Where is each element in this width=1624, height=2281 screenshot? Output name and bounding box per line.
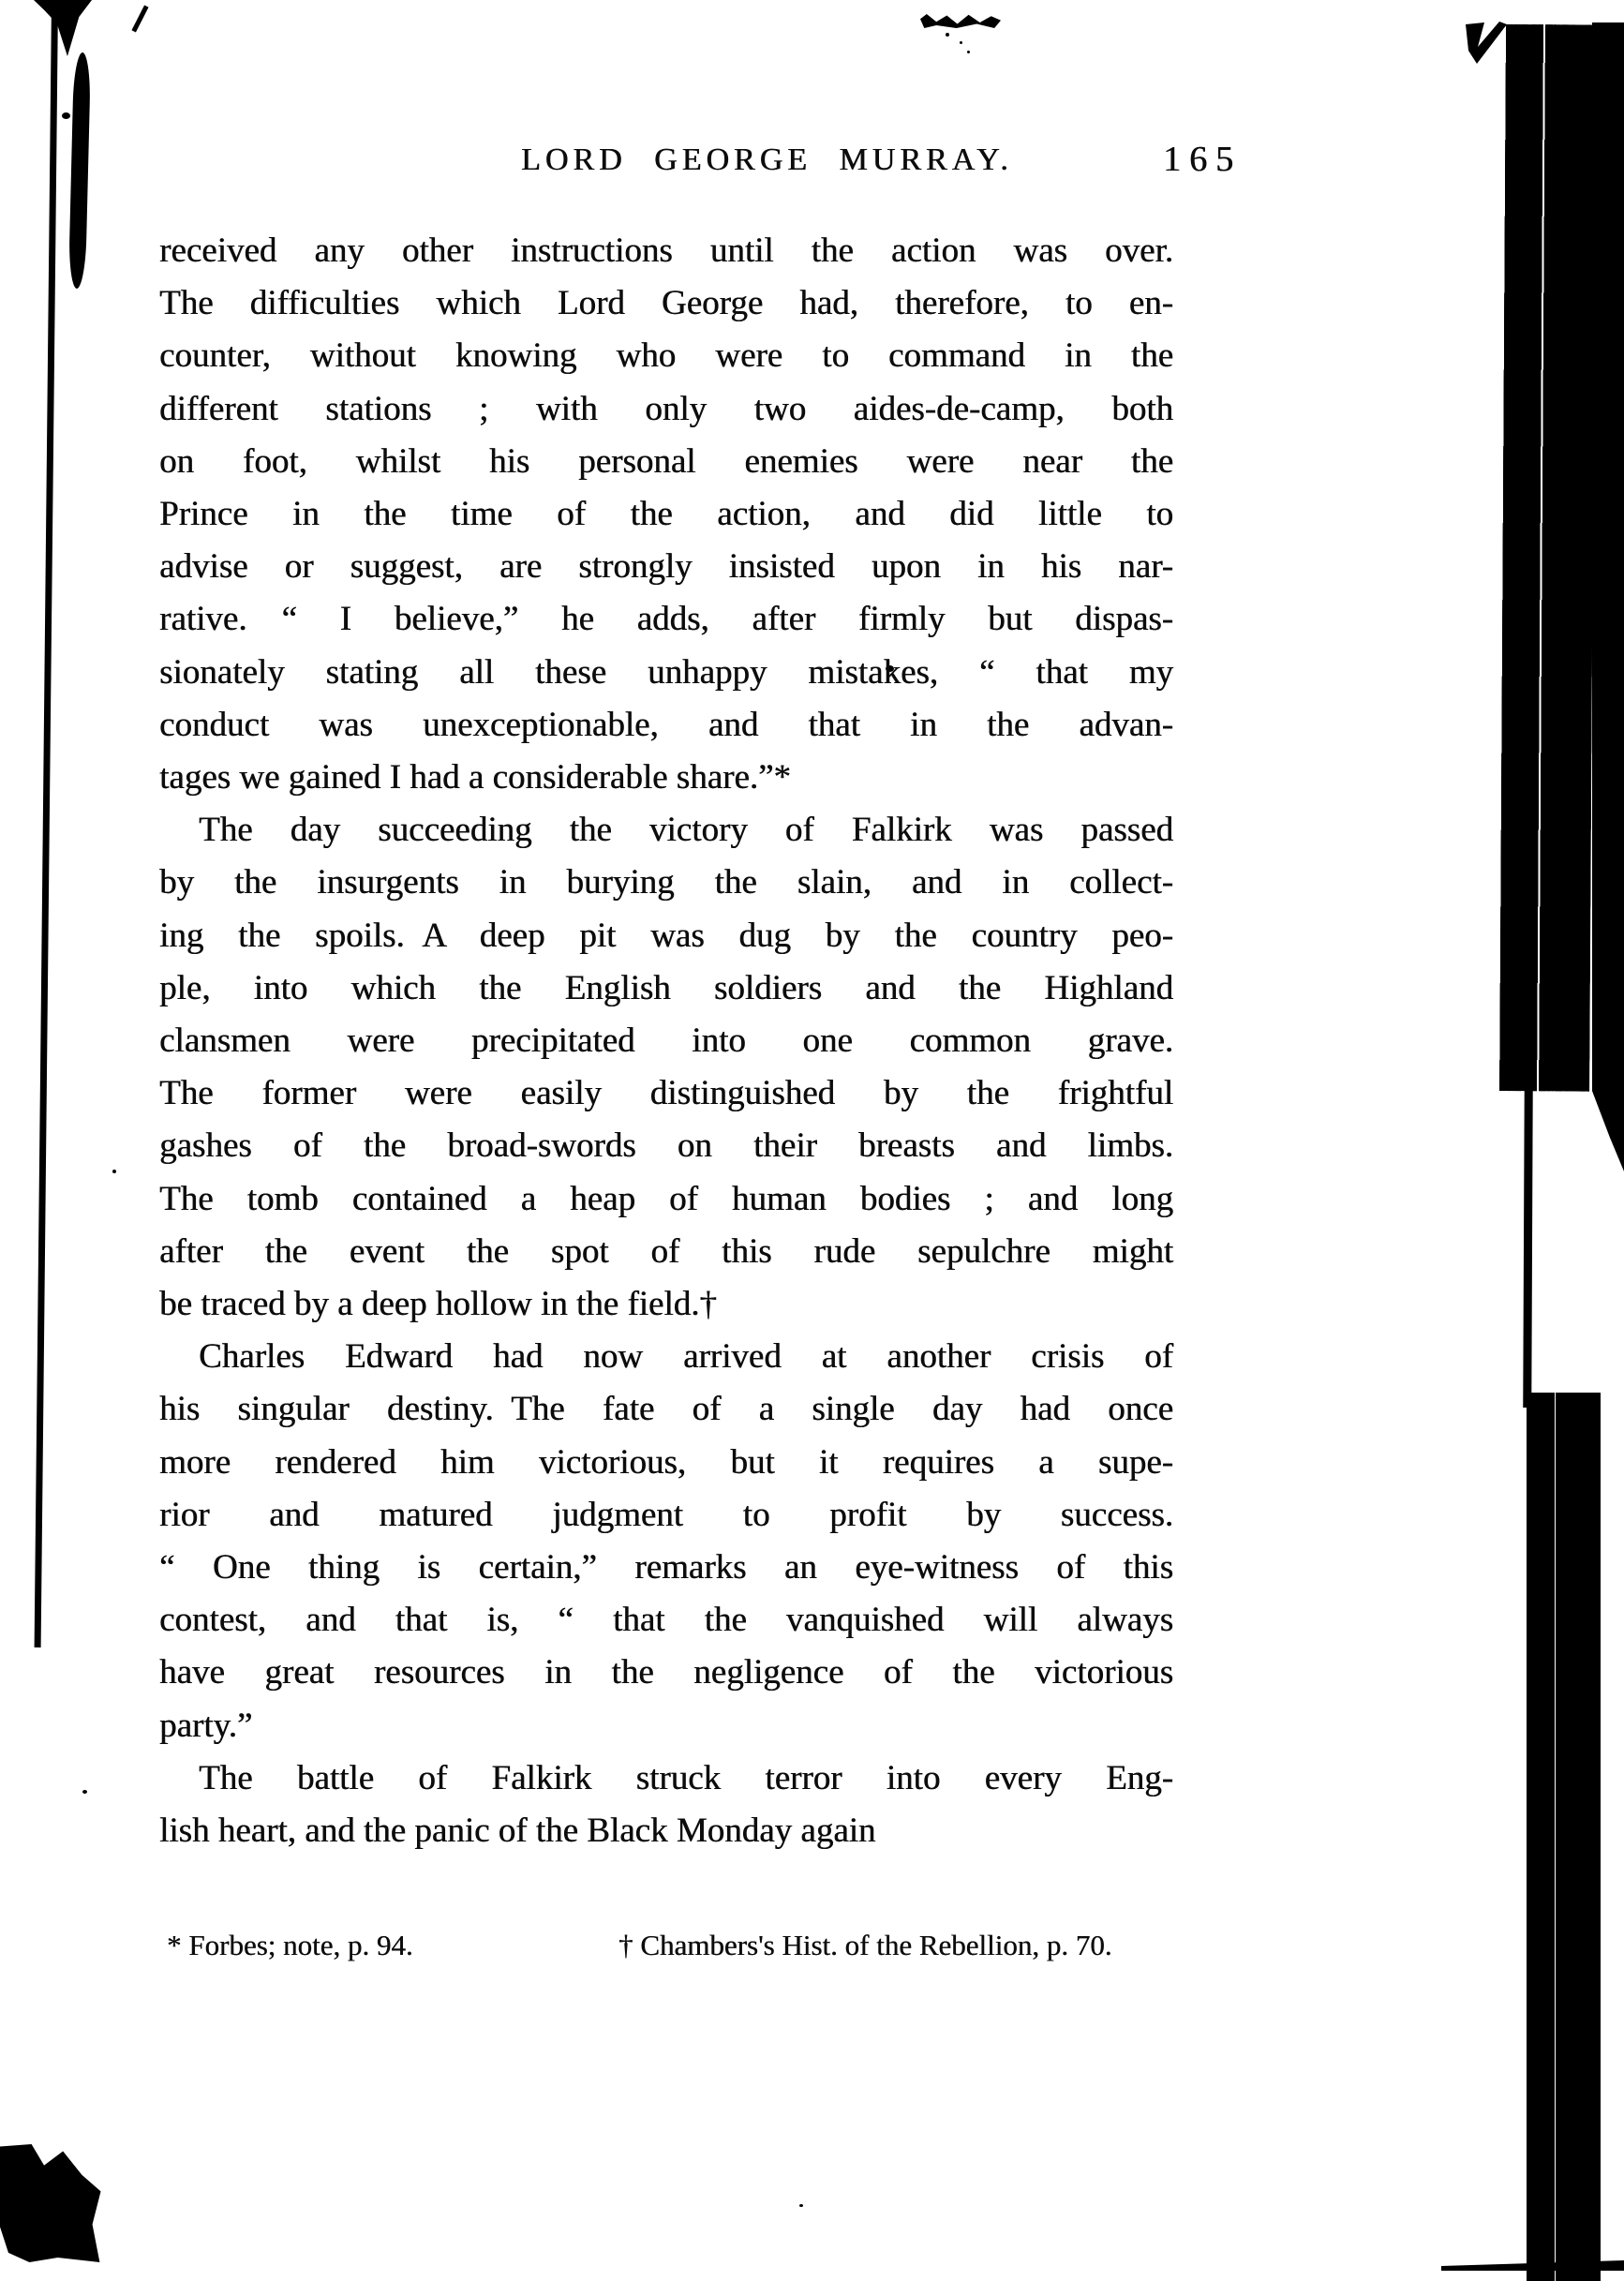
paragraph: [159, 804, 1173, 1331]
text-line: ing the spoils. A deep pit was dug by the country peo-: [159, 916, 1173, 955]
text-line: rative. “ I believe,” he adds, after firmly but dispas-: [159, 600, 1173, 639]
page-number: 165: [1163, 140, 1242, 179]
footnote-chambers: † Chambers's Hist. of the Rebellion, p. 70.: [618, 1929, 1112, 1961]
footnote-forbes: * Forbes; note, p. 94.: [167, 1929, 413, 1961]
text-line: Charles Edward had now arrived at another crisis of: [199, 1337, 1173, 1377]
text-line: counter, without knowing who were to command in the: [159, 336, 1173, 376]
text-line: “ One thing is certain,” remarks an eye-witness of this: [159, 1548, 1173, 1588]
text-line: The day succeeding the victory of Falkirk was passed: [199, 811, 1173, 850]
text-line: by the insurgents in burying the slain, and in collect-: [159, 863, 1173, 902]
footnotes: [159, 1929, 1256, 1974]
text-line: The battle of Falkirk struck terror into every Eng-: [199, 1758, 1173, 1797]
text-line: The former were easily distinguished by the frightful: [159, 1074, 1173, 1113]
text-line: clansmen were precipitated into one common grave.: [159, 1021, 1173, 1061]
text-line: his singular destiny. The fate of a single day had once: [159, 1390, 1173, 1429]
text-line: sionately stating all these unhappy mistakes, “ that my: [159, 652, 1173, 692]
text-line: on foot, whilst his personal enemies were near the: [159, 441, 1173, 481]
text-line: ple, into which the English soldiers and the Highland: [159, 968, 1173, 1007]
text-line: party.”: [159, 1706, 253, 1745]
text-line: conduct was unexceptionable, and that in the advan-: [159, 705, 1173, 744]
text-line: lish heart, and the panic of the Black Monday again: [159, 1811, 876, 1851]
text-line: be traced by a deep hollow in the field.†: [159, 1285, 717, 1324]
text-line: advise or suggest, are strongly insisted upon in his nar-: [159, 547, 1173, 587]
paragraph: [159, 225, 1173, 804]
text-line: rior and matured judgment to profit by success.: [159, 1495, 1173, 1534]
text-line: after the event the spot of this rude sepulchre might: [159, 1231, 1173, 1271]
text-line: The difficulties which Lord George had, therefore, to en-: [159, 284, 1173, 323]
text-line: tages we gained I had a considerable share.”*: [159, 758, 791, 798]
text-line: have great resources in the negligence of the victorious: [159, 1653, 1173, 1692]
text-line: contest, and that is, “ that the vanquished will always: [159, 1601, 1173, 1640]
text-line: gashes of the broad-swords on their breasts and limbs.: [159, 1126, 1173, 1166]
running-title: LORD GEORGE MURRAY.: [521, 142, 1013, 177]
paragraph: [159, 1752, 1173, 1857]
body-text: [159, 225, 1173, 1857]
paragraph: [159, 1331, 1173, 1752]
text-line: The tomb contained a heap of human bodies ; and long: [159, 1179, 1173, 1218]
text-line: different stations ; with only two aides-de-camp, both: [159, 389, 1173, 428]
text-line: more rendered him victorious, but it requires a supe-: [159, 1442, 1173, 1482]
text-line: received any other instructions until the action was over.: [159, 231, 1173, 270]
text-line: Prince in the time of the action, and did little to: [159, 495, 1173, 534]
